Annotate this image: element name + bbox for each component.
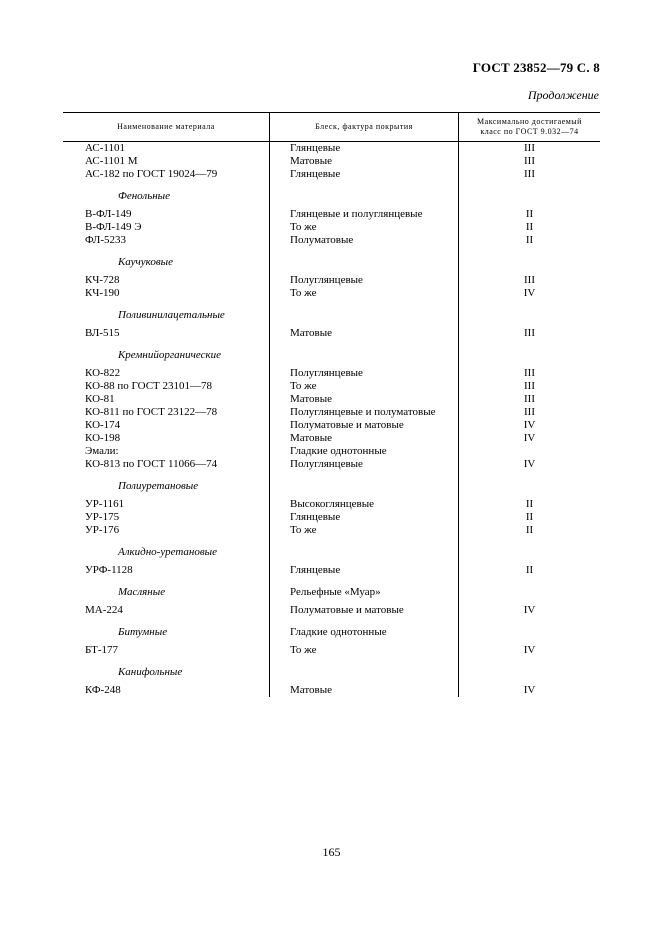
table-header-row	[63, 113, 600, 142]
max-class-value	[459, 537, 600, 564]
material-name: В-ФЛ-149 Э	[85, 221, 142, 233]
material-row	[63, 208, 600, 221]
material-row	[63, 498, 600, 511]
finish-description: Полуматовые и матовые	[269, 604, 459, 617]
max-class-value: III	[524, 274, 535, 286]
material-row	[63, 445, 600, 458]
finish-description: Глянцевые	[269, 168, 459, 181]
max-class-value: IV	[523, 287, 536, 299]
group-label: Каучуковые	[118, 256, 174, 268]
column-header-material-name: Наименование материала	[117, 122, 215, 131]
material-row	[63, 142, 600, 155]
material-name: УР-176	[85, 524, 120, 536]
max-class-value	[459, 445, 600, 458]
material-row	[63, 287, 600, 300]
max-class-value	[459, 300, 600, 327]
finish-description	[269, 340, 459, 367]
finish-description	[269, 181, 459, 208]
material-row	[63, 604, 600, 617]
max-class-value	[459, 471, 600, 498]
material-name: КЧ-190	[85, 287, 120, 299]
finish-description: То же	[269, 287, 459, 300]
max-class-value: III	[524, 142, 535, 154]
finish-description: Высокоглянцевые	[269, 498, 459, 511]
material-row	[63, 511, 600, 524]
material-row	[63, 432, 600, 445]
group-header-row	[63, 340, 600, 367]
material-row	[63, 406, 600, 419]
material-name: КО-813 по ГОСТ 11066—74	[85, 458, 218, 470]
material-row	[63, 644, 600, 657]
material-name: УР-175	[85, 511, 120, 523]
column-header-gloss-texture: Блеск, фактура покрытия	[269, 113, 459, 141]
finish-description: То же	[269, 221, 459, 234]
material-name: МА-224	[85, 604, 123, 616]
material-name: АС-1101	[85, 142, 125, 154]
materials-table	[63, 112, 600, 697]
material-name: УРФ-1128	[85, 564, 133, 576]
material-name: АС-182 по ГОСТ 19024—79	[85, 168, 218, 180]
finish-description	[269, 537, 459, 564]
finish-description: Полуглянцевые	[269, 458, 459, 471]
material-row	[63, 327, 600, 340]
material-name: БТ-177	[85, 644, 119, 656]
finish-description	[269, 300, 459, 327]
finish-description: Глянцевые	[269, 142, 459, 155]
finish-description: Рельефные «Муар»	[269, 577, 459, 604]
group-header-row	[63, 300, 600, 327]
max-class-value	[459, 340, 600, 367]
max-class-value: IV	[523, 458, 536, 470]
material-row	[63, 380, 600, 393]
finish-description: Гладкие однотонные	[269, 617, 459, 644]
group-label: Битумные	[118, 626, 168, 638]
material-row	[63, 274, 600, 287]
max-class-value: III	[524, 155, 535, 167]
max-class-value: IV	[523, 644, 536, 656]
material-name: УР-1161	[85, 498, 125, 510]
material-row	[63, 155, 600, 168]
max-class-value: II	[525, 498, 534, 510]
material-name: ФЛ-5233	[85, 234, 126, 246]
finish-description: Матовые	[269, 684, 459, 697]
group-label: Поливинилацетальные	[118, 309, 225, 321]
max-class-value	[459, 247, 600, 274]
max-class-value: III	[524, 393, 535, 405]
material-row	[63, 393, 600, 406]
finish-description	[269, 471, 459, 498]
material-row	[63, 458, 600, 471]
max-class-value: IV	[523, 684, 536, 696]
group-label: Канифольные	[118, 666, 183, 678]
group-header-row	[63, 471, 600, 498]
material-name: КО-88 по ГОСТ 23101—78	[85, 380, 213, 392]
finish-description	[269, 657, 459, 684]
material-name: ВЛ-515	[85, 327, 120, 339]
group-label: Полиуретановые	[118, 480, 199, 492]
material-row	[63, 419, 600, 432]
material-row	[63, 234, 600, 247]
max-class-value: III	[524, 367, 535, 379]
material-name: КО-81	[85, 393, 115, 405]
finish-description: Полуглянцевые	[269, 367, 459, 380]
group-label: Кремнийорганические	[118, 349, 222, 361]
max-class-value: II	[525, 208, 534, 220]
material-row	[63, 221, 600, 234]
max-class-value	[459, 617, 600, 644]
group-label: Масляные	[118, 586, 166, 598]
max-class-value: II	[525, 221, 534, 233]
max-class-value: III	[524, 380, 535, 392]
group-header-row	[63, 537, 600, 564]
continuation-label: Продолжение	[527, 88, 599, 102]
material-name: КО-198	[85, 432, 121, 444]
max-class-value: IV	[523, 604, 536, 616]
finish-description: Матовые	[269, 432, 459, 445]
page-number: 165	[322, 845, 341, 859]
max-class-value: IV	[523, 419, 536, 431]
max-class-value	[459, 577, 600, 604]
table-body	[63, 142, 600, 697]
group-header-row	[63, 247, 600, 274]
max-class-value: III	[524, 327, 535, 339]
finish-description: Полуглянцевые	[269, 274, 459, 287]
group-label: Алкидно-уретановые	[118, 546, 217, 558]
material-name: Эмали:	[85, 445, 119, 457]
group-header-row	[63, 617, 600, 644]
gost-standard-header: ГОСТ 23852—79 С. 8	[472, 60, 600, 75]
finish-description: Глянцевые	[269, 564, 459, 577]
max-class-value: II	[525, 511, 534, 523]
finish-description: Матовые	[269, 393, 459, 406]
material-name: АС-1101 М	[85, 155, 138, 167]
max-class-value: II	[525, 524, 534, 536]
max-class-value: IV	[523, 432, 536, 444]
group-header-row	[63, 657, 600, 684]
finish-description: Глянцевые	[269, 511, 459, 524]
max-class-value: II	[525, 234, 534, 246]
finish-description: Матовые	[269, 327, 459, 340]
max-class-value	[459, 657, 600, 684]
column-header-max-class: Максимально достигаемый класс по ГОСТ 9.032—74	[477, 117, 582, 136]
finish-description	[269, 247, 459, 274]
finish-description: Глянцевые и полуглянцевые	[269, 208, 459, 221]
material-row	[63, 684, 600, 697]
material-row	[63, 564, 600, 577]
finish-description: То же	[269, 380, 459, 393]
finish-description: Полуматовые	[269, 234, 459, 247]
max-class-value: III	[524, 406, 535, 418]
finish-description: Гладкие однотонные	[269, 445, 459, 458]
finish-description: Полуматовые и матовые	[269, 419, 459, 432]
material-name: КО-822	[85, 367, 121, 379]
finish-description: То же	[269, 524, 459, 537]
material-name: КО-811 по ГОСТ 23122—78	[85, 406, 218, 418]
material-name: КО-174	[85, 419, 121, 431]
material-row	[63, 168, 600, 181]
material-row	[63, 524, 600, 537]
max-class-value: III	[524, 168, 535, 180]
group-header-row	[63, 577, 600, 604]
material-name: КЧ-728	[85, 274, 120, 286]
group-header-row	[63, 181, 600, 208]
material-name: В-ФЛ-149	[85, 208, 132, 220]
material-row	[63, 367, 600, 380]
max-class-value	[459, 181, 600, 208]
group-label: Фенольные	[118, 190, 171, 202]
max-class-value: II	[525, 564, 534, 576]
finish-description: Матовые	[269, 155, 459, 168]
finish-description: Полуглянцевые и полуматовые	[269, 406, 459, 419]
material-name: КФ-248	[85, 684, 121, 696]
finish-description: То же	[269, 644, 459, 657]
